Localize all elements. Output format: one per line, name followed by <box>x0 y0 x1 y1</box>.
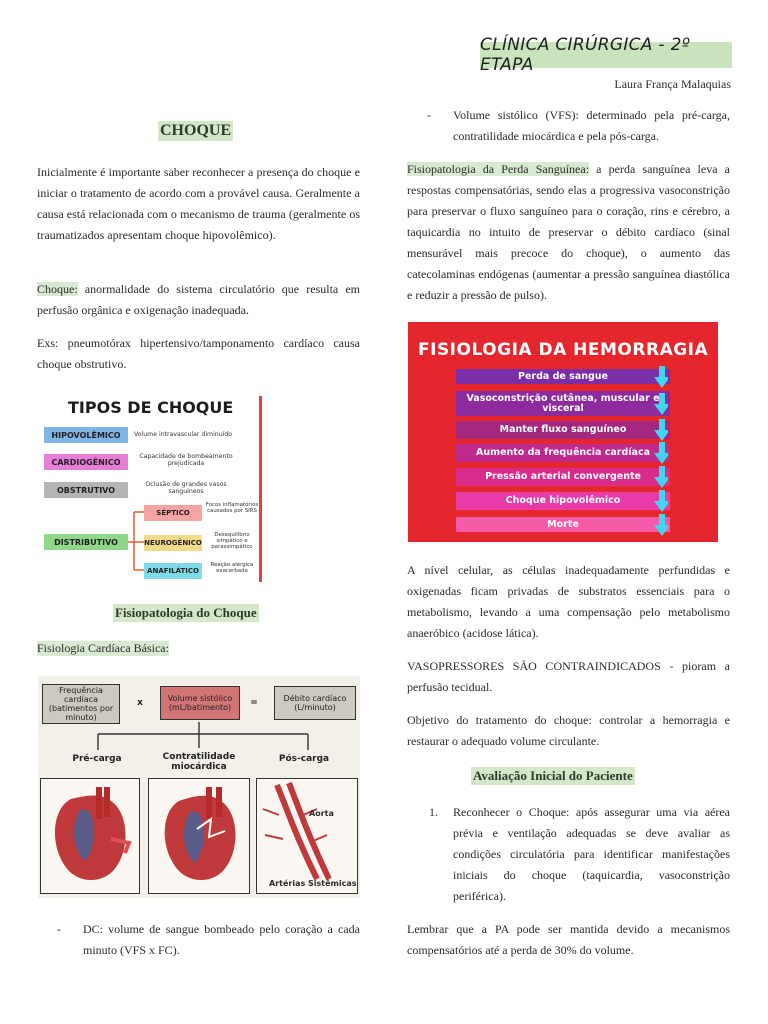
tipo-cardiogenico: CARDIOGÊNICO <box>44 454 128 470</box>
cardiac-physiology-figure <box>38 676 360 898</box>
celular-paragraph: A nível celular, as células inadequadamente perfundidas e oxigenadas ficam privadas de substratos essenciais para o metabolismo, levando a uma compensação pelo metabolismo anaeróbico (acidose lática). <box>407 563 730 640</box>
hemorragia-step: Manter fluxo sanguíneo <box>456 421 670 439</box>
box-frequencia: Frequência cardíaca (batimentos por minuto) <box>42 684 120 724</box>
vfs-bullet-list <box>407 105 730 147</box>
tipos-title: TIPOS DE CHOQUE <box>68 398 234 417</box>
intro-paragraph: Inicialmente é importante saber reconhecer a presença do choque e iniciar o tratamento de acordo com a provável causa. Geralmente a causa está relacionada com o mecanismo de trauma (geralmente os traumatizados apresentam choque hipovolêmico). <box>37 165 360 242</box>
dc-bullet: - DC: volume de sangue bombeado pelo coração a cada minuto (VFS x FC). <box>37 919 360 961</box>
section-title-choque: CHOQUE <box>160 122 232 139</box>
sub-neurogenico: NEUROGÊNICO <box>144 535 202 551</box>
label-contratilidade: Contratilidade miocárdica <box>162 752 236 772</box>
down-arrow-icon <box>654 490 668 512</box>
dc-bullet-list <box>37 919 360 961</box>
objetivo-paragraph: Objetivo do tratamento do choque: controlar a hemorragia e restaurar o adequado volume circulante. <box>407 713 730 748</box>
op-equals: = <box>250 698 258 708</box>
down-arrow-icon <box>654 514 668 536</box>
heart-icon-pre <box>41 779 139 893</box>
down-arrow-icon <box>654 442 668 464</box>
fisiologia-basica-label: Fisiologia Cardíaca Básica: <box>37 641 169 655</box>
definition-text: anormalidade do sistema circulatório que resulta em perfusão orgânica e oxigenação inadequada. <box>37 282 360 317</box>
label-aorta: Aorta <box>309 809 334 818</box>
section-title-avaliacao: Avaliação Inicial do Paciente <box>473 768 633 783</box>
sub-septico-desc: Focos inflamatórios causados por SIRS <box>205 502 259 514</box>
tipo-cardiogenico-desc: Capacidade de bombeamento prejudicada <box>139 453 233 467</box>
down-arrow-icon <box>654 366 668 388</box>
distributivo-bracket <box>126 502 146 580</box>
lembrar-paragraph: Lembrar que a PA pode ser mantida devido a mecanismos compensatórios até a perda de 30% do volume. <box>407 922 730 957</box>
hemorragia-step: Perda de sangue <box>456 369 670 384</box>
label-pos-carga: Pós-carga <box>278 754 330 764</box>
hemorragia-title: FISIOLOGIA DA HEMORRAGIA <box>418 340 709 360</box>
definition-term: Choque: <box>37 282 78 296</box>
heart-panel-contr <box>148 778 250 894</box>
artery-panel-pos <box>256 778 358 894</box>
tipo-distributivo: DISTRIBUTIVO <box>44 534 128 550</box>
perda-text: a perda sanguínea leva a respostas compensatórias, sendo elas a progressiva vasoconstrição para preservar o fluxo sanguíneo para o coração, rins e cérebro, a taquicardia no intuito de preservar o débito cardíaco (sinal mensurável mais precoce do choque), o aumento das catecolaminas endógenas (aumentar a pressão sanguínea diastólica e reduzir a pressão de pulso). <box>407 162 730 302</box>
tipo-obstrutivo-desc: Oclusão de grandes vasos sanguíneos <box>145 481 227 495</box>
sub-anafilatico-desc: Reação alérgica exacerbada <box>210 562 254 574</box>
author-name: Laura França Malaquias <box>614 77 731 91</box>
hemorragia-step: Morte <box>456 517 670 532</box>
heart-panel-pre <box>40 778 140 894</box>
item-number: 1. <box>429 805 438 819</box>
course-title: CLÍNICA CIRÚRGICA - 2º ETAPA <box>480 42 732 68</box>
sub-septico: SÉPTICO <box>144 505 202 521</box>
down-arrow-icon <box>654 466 668 488</box>
perda-term: Fisiopatologia da Perda Sanguínea: <box>407 162 590 176</box>
hemorragia-step: Pressão arterial convergente <box>456 468 670 486</box>
sub-neurogenico-desc: Desequilíbrio simpático e parassimpático <box>211 532 253 550</box>
definition-paragraph <box>37 279 360 321</box>
hemorragia-figure <box>408 322 718 542</box>
tipos-de-choque-figure <box>38 392 262 584</box>
avaliacao-list <box>407 802 730 907</box>
hemorragia-step: Choque hipovolêmico <box>456 492 670 510</box>
sub-anafilatico: ANAFILÁTICO <box>144 563 202 579</box>
tipo-obstrutivo: OBSTRUTIVO <box>44 482 128 498</box>
tipo-hipovolemico-desc: Volume intravascular diminuído <box>134 431 233 438</box>
avaliacao-item-1 <box>407 802 730 907</box>
down-arrow-icon <box>654 419 668 441</box>
op-multiply: x <box>137 698 143 708</box>
down-arrow-icon <box>654 393 668 415</box>
artery-icon <box>257 779 357 893</box>
heart-icon-contr <box>149 779 249 893</box>
hemorragia-step: Aumento da frequência cardíaca <box>456 444 670 462</box>
examples-paragraph: Exs: pneumotórax hipertensivo/tamponamento cardíaco causa choque obstrutivo. <box>37 336 360 371</box>
box-volume-sistolico: Volume sistólico (mL/batimento) <box>160 686 240 720</box>
vfs-bullet: - Volume sistólico (VFS): determinado pela pré-carga, contratilidade miocárdica e pela pós-carga. <box>407 105 730 147</box>
vasopressores-paragraph: VASOPRESSORES SÃO CONTRAINDICADOS - pioram a perfusão tecidual. <box>407 659 730 694</box>
label-arterias: Artérias Sistêmicas <box>269 879 357 888</box>
item-text: Reconhecer o Choque: após assegurar uma via aérea prévia e ventilação adequadas se deve avaliar as condições circulatória para identificar manifestações iniciais do choque (taquicardia, vasoconstrição periférica). <box>453 805 730 903</box>
box-debito: Débito cardíaco (L/minuto) <box>274 686 356 720</box>
hemorragia-step: Vasoconstrição cutânea, muscular e visceral <box>456 391 670 416</box>
section-title-fisiopatologia: Fisiopatologia do Choque <box>115 605 257 620</box>
perda-paragraph <box>407 159 730 306</box>
figure-edge-bar <box>259 396 262 582</box>
tipo-hipovolemico: HIPOVOLÊMICO <box>44 427 128 443</box>
label-pre-carga: Pré-carga <box>72 754 122 764</box>
